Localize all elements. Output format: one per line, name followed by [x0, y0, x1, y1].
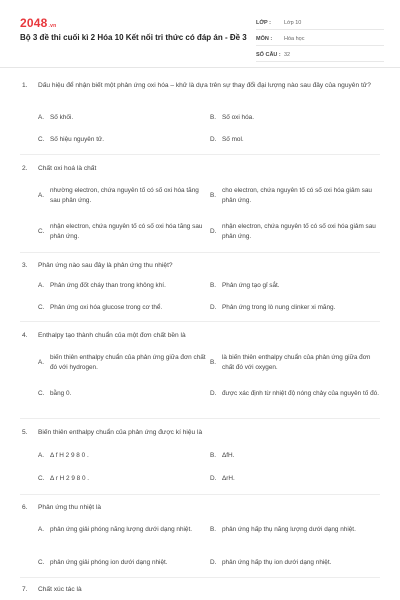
option-letter: C.: [38, 227, 45, 235]
question-number: 5.: [22, 429, 28, 436]
option-text: Phản ứng đốt cháy than trong không khí.: [50, 282, 166, 289]
option-3d[interactable]: [210, 303, 380, 313]
option-text: cho electron, chứa nguyên tố có số oxi hóa giảm sau phản ứng.: [222, 187, 372, 204]
option-letter: A.: [38, 282, 45, 289]
option-letter: C.: [38, 475, 45, 482]
question-1: [22, 81, 382, 91]
meta-row-subject: [256, 32, 384, 46]
option-5a[interactable]: [38, 451, 208, 461]
question-7: [22, 585, 382, 595]
option-text: Số oxi hóa.: [222, 114, 254, 121]
option-text: phản ứng hấp thụ ion dưới dạng nhiệt.: [222, 559, 332, 566]
option-letter: D.: [210, 227, 217, 235]
option-text: Δ f H 2 9 8 0 .: [50, 452, 89, 459]
meta-value: Hóa học: [284, 35, 305, 42]
option-6a[interactable]: [38, 525, 208, 535]
document-header: [0, 0, 400, 68]
option-3b[interactable]: [210, 281, 380, 291]
option-letter: C.: [38, 559, 45, 566]
option-letter: D.: [210, 475, 217, 482]
question-4: [22, 331, 382, 341]
question-text: Biến thiên enthalpy chuẩn của phản ứng được kí hiệu là: [38, 429, 203, 436]
option-1c[interactable]: [38, 135, 208, 145]
meta-row-class: [256, 16, 384, 30]
option-text: nhường electron, chứa nguyên tố có số oxi hóa tăng sau phản ứng.: [50, 187, 199, 204]
question-text: Enthalpy tạo thành chuẩn của một đơn chất bền là: [38, 332, 186, 339]
question-number: 4.: [22, 332, 28, 339]
document-meta: [256, 16, 384, 64]
option-4d[interactable]: [210, 389, 380, 399]
option-text: Số hiệu nguyên tử.: [50, 136, 105, 143]
option-6d[interactable]: [210, 558, 380, 568]
option-text: bằng 0.: [50, 390, 72, 397]
question-number: 1.: [22, 82, 28, 89]
option-letter: A.: [38, 114, 45, 121]
option-2d[interactable]: [210, 222, 380, 241]
question-5: [22, 428, 382, 438]
option-text: nhận electron, chứa nguyên tố có số oxi hóa tăng sau phản ứng.: [50, 223, 203, 240]
meta-label: SỐ CÂU :: [256, 51, 281, 58]
question-text: Dấu hiệu để nhận biết một phản ứng oxi hóa – khử là dựa trên sự thay đổi đại lượng nào sau đây của nguyên tử?: [38, 82, 371, 89]
option-letter: C.: [38, 136, 45, 143]
logo-suffix: .vn: [48, 23, 57, 29]
option-3c[interactable]: [38, 303, 208, 313]
question-6: [22, 503, 382, 513]
option-letter: B.: [210, 191, 217, 199]
option-letter: B.: [210, 526, 217, 533]
option-text: Phản ứng oxi hóa glucose trong cơ thể.: [50, 304, 163, 311]
question-text: Phản ứng nào sau đây là phản ứng thu nhiệt?: [38, 262, 173, 269]
option-text: ΔrH.: [222, 475, 235, 482]
question-divider: [20, 154, 380, 155]
option-letter: B.: [210, 358, 217, 366]
option-4b[interactable]: [210, 353, 380, 372]
option-letter: A.: [38, 452, 45, 459]
question-divider: [20, 494, 380, 495]
question-number: 2.: [22, 165, 28, 172]
option-5d[interactable]: [210, 474, 380, 484]
option-5c[interactable]: [38, 474, 208, 484]
question-divider: [20, 252, 380, 253]
option-1b[interactable]: [210, 113, 380, 123]
option-1d[interactable]: [210, 135, 380, 145]
question-text: Phản ứng thu nhiệt là: [38, 504, 102, 511]
question-divider: [20, 577, 380, 578]
question-text: Chất xúc tác là: [38, 586, 82, 593]
option-text: phản ứng hấp thụ năng lượng dưới dạng nhiệt.: [222, 526, 356, 533]
question-number: 7.: [22, 586, 28, 593]
meta-value: 32: [284, 51, 291, 58]
document-title: Bộ 3 đề thi cuối kì 2 Hóa 10 Kết nối tri thức có đáp án - Đề 3: [20, 33, 247, 42]
question-number: 6.: [22, 504, 28, 511]
option-letter: A.: [38, 358, 45, 366]
question-divider: [20, 418, 380, 419]
option-text: nhận electron, chứa nguyên tố có số oxi hóa giảm sau phản ứng.: [222, 223, 376, 240]
meta-value: Lớp 10: [284, 19, 302, 26]
question-divider: [20, 321, 380, 322]
option-6c[interactable]: [38, 558, 208, 568]
option-letter: D.: [210, 304, 217, 311]
question-3: [22, 261, 382, 271]
option-text: là biến thiên enthalpy chuẩn của phản ứng giữa đơn chất đó với oxygen.: [222, 354, 371, 371]
option-letter: C.: [38, 390, 45, 397]
site-logo[interactable]: [20, 16, 56, 30]
option-letter: D.: [210, 390, 217, 397]
option-text: được xác định từ nhiệt độ nóng chảy của nguyên tố đó.: [222, 390, 379, 397]
option-text: Số khối.: [50, 114, 74, 121]
question-2: [22, 164, 382, 174]
option-4a[interactable]: [38, 353, 208, 372]
option-text: Phản ứng trong lò nung clinker xi măng.: [222, 304, 336, 311]
option-letter: D.: [210, 559, 217, 566]
option-text: biến thiên enthalpy chuẩn của phản ứng giữa đơn chất đó với hydrogen.: [50, 354, 206, 371]
option-letter: A.: [38, 191, 45, 199]
option-text: Phản ứng tạo gỉ sắt.: [222, 282, 280, 289]
option-text: Số mol.: [222, 136, 244, 143]
question-text: Chất oxi hoá là chất: [38, 165, 97, 172]
option-text: Δ r H 2 9 8 0 .: [50, 475, 90, 482]
option-letter: D.: [210, 136, 217, 143]
meta-label: LỚP :: [256, 19, 271, 26]
option-letter: B.: [210, 282, 217, 289]
meta-row-count: [256, 48, 384, 62]
option-3a[interactable]: [38, 281, 208, 291]
option-text: ΔfH.: [222, 452, 235, 459]
option-5b[interactable]: [210, 451, 380, 461]
option-2b[interactable]: [210, 186, 380, 205]
meta-label: MÔN :: [256, 35, 273, 42]
option-1a[interactable]: [38, 113, 208, 123]
logo-text: 2048: [20, 16, 48, 30]
option-2a[interactable]: [38, 186, 208, 205]
option-letter: B.: [210, 452, 217, 459]
question-number: 3.: [22, 262, 28, 269]
option-letter: A.: [38, 526, 45, 533]
option-text: phản ứng giải phóng năng lượng dưới dạng nhiệt.: [50, 526, 193, 533]
option-2c[interactable]: [38, 222, 208, 241]
option-letter: B.: [210, 114, 217, 121]
option-text: phản ứng giải phóng ion dưới dạng nhiệt.: [50, 559, 168, 566]
option-6b[interactable]: [210, 525, 380, 535]
option-4c[interactable]: [38, 389, 208, 399]
option-letter: C.: [38, 304, 45, 311]
